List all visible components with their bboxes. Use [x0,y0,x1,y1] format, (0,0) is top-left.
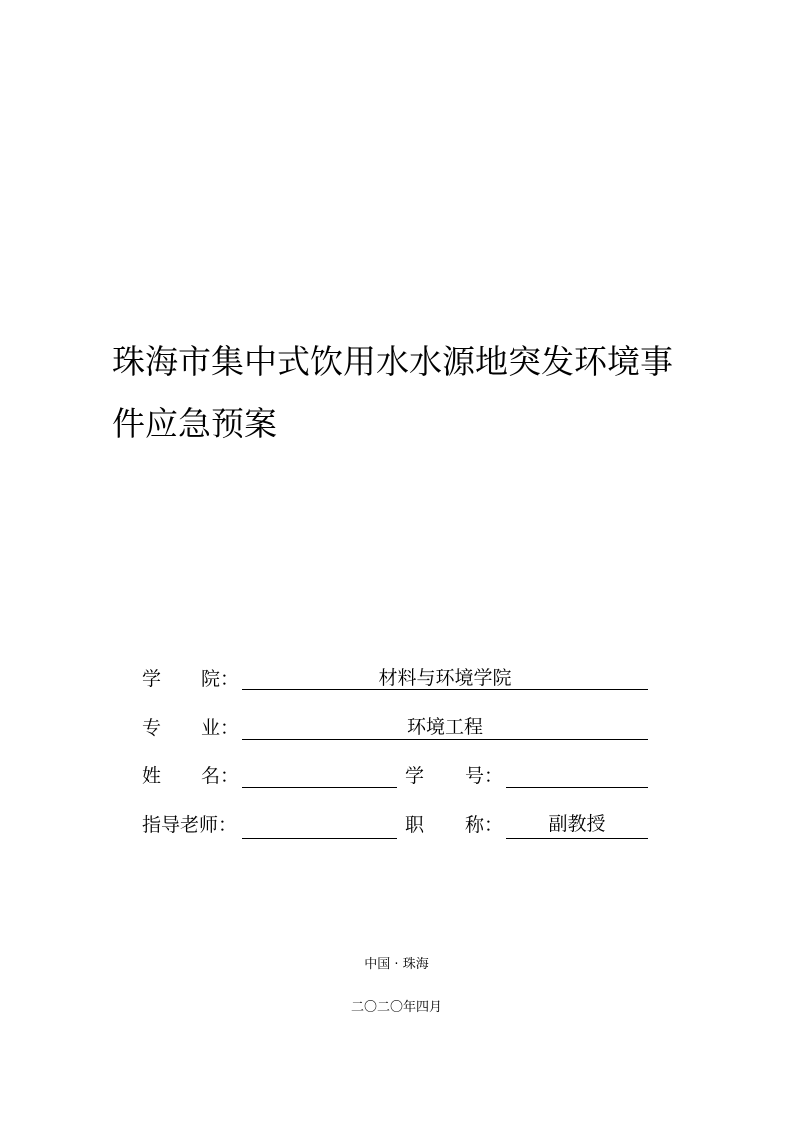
academic-title-label-char-1: 职 [405,814,425,836]
college-underline [242,689,648,690]
footer-location: 中国 · 珠海 [364,957,429,972]
name-label-char-2: 名： [201,765,240,787]
footer-date: 二〇二〇年四月 [350,1000,442,1015]
major-value: 环境工程 [406,716,483,738]
advisor-underline [242,838,397,839]
student-id-label-char-1: 学 [405,765,425,787]
academic-title-label-char-2: 称： [465,814,504,836]
document-title-line-2: 件应急预案 [112,404,277,443]
academic-title-underline [506,838,648,839]
college-label-char-1: 学 [142,668,162,690]
major-label-char-2: 业： [201,717,240,739]
major-label-char-1: 专 [142,717,162,739]
name-label-char-1: 姓 [142,765,162,787]
advisor-label: 指导老师： [142,814,238,836]
name-underline [242,787,397,788]
student-id-label-char-2: 号： [465,765,504,787]
college-value: 材料与环境学院 [378,667,512,689]
student-id-underline [506,787,648,788]
document-title-line-1: 珠海市集中式饮用水水源地突发环境事 [112,342,673,381]
major-underline [242,739,648,740]
college-label-char-2: 院： [201,668,240,690]
academic-title-value: 副教授 [548,813,606,835]
